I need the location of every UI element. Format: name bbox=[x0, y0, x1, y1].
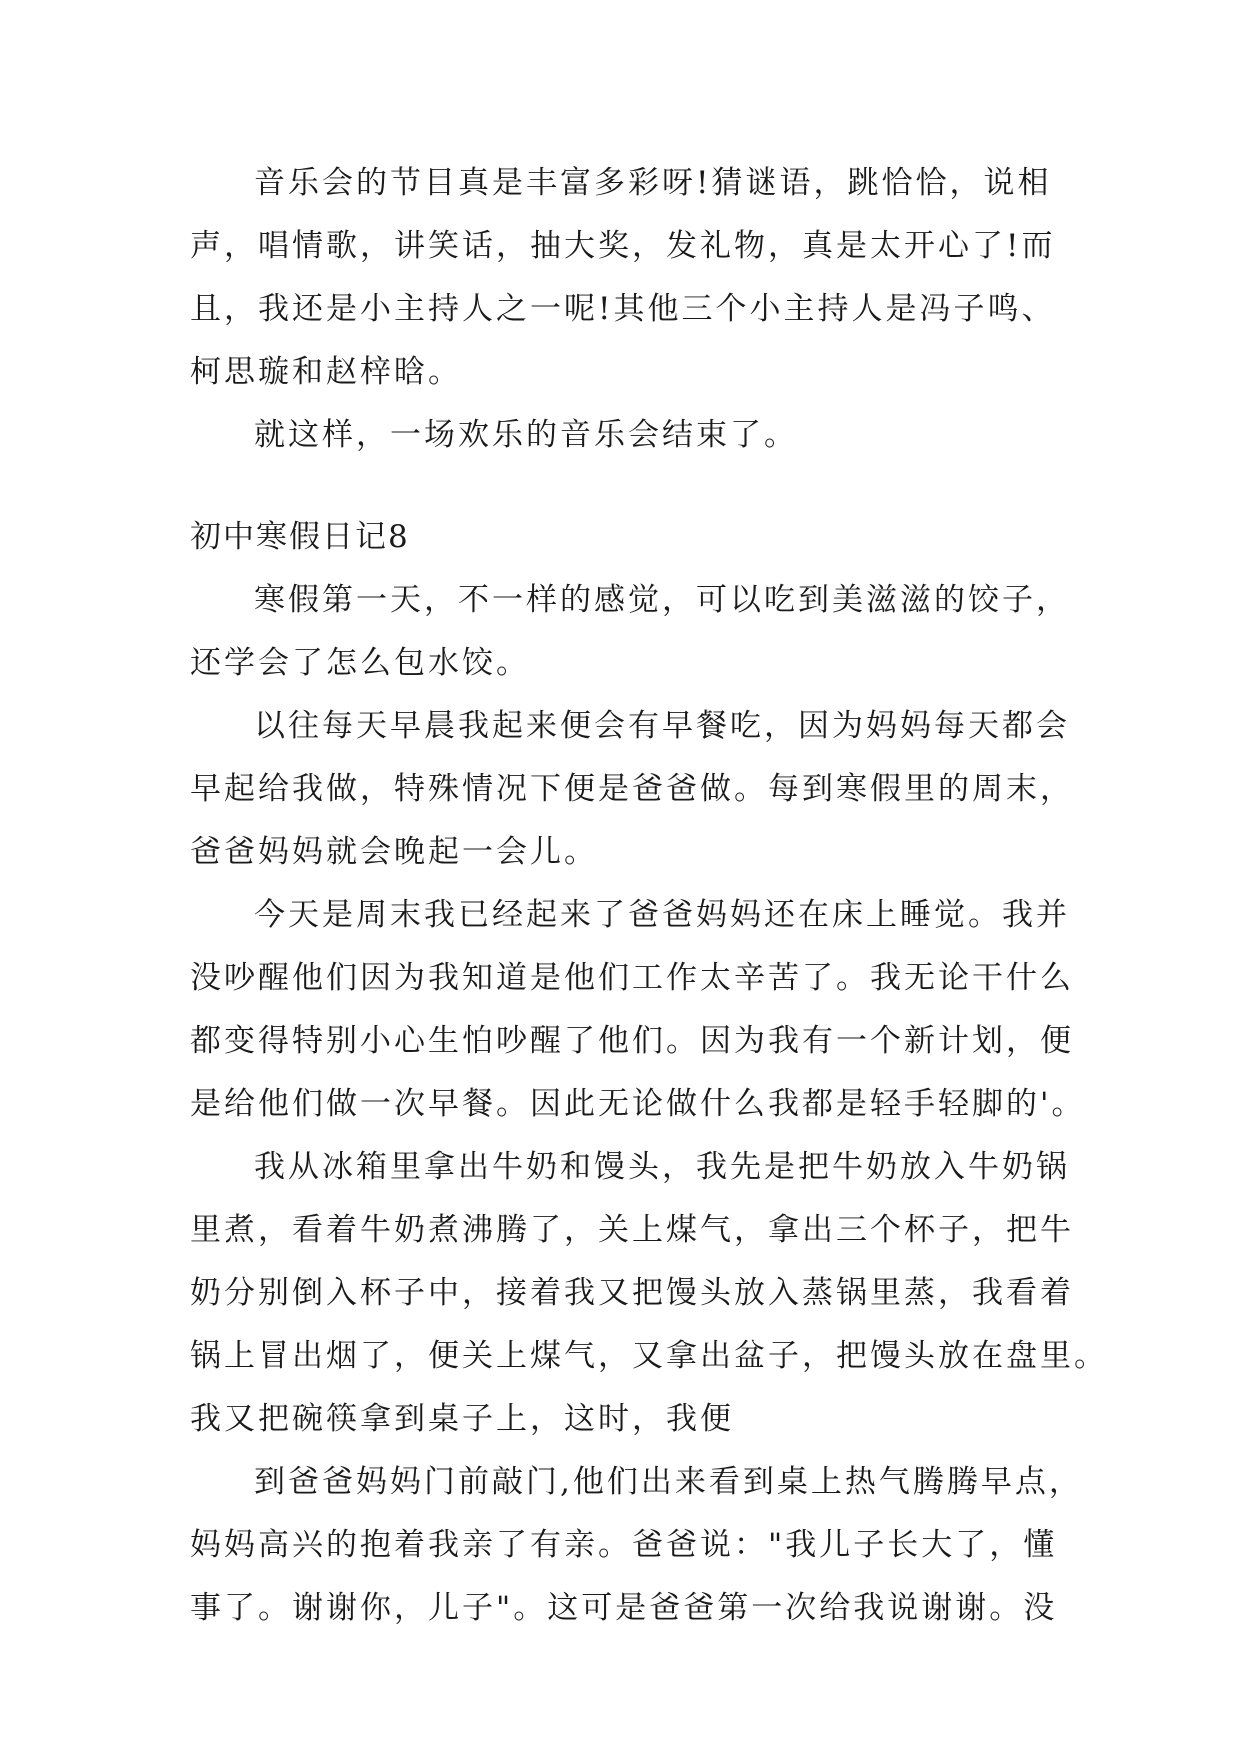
paragraph-line: 里煮，看着牛奶煮沸腾了，关上煤气，拿出三个杯子，把牛 bbox=[190, 1212, 1074, 1248]
paragraph-line: 我又把碗筷拿到桌子上，这时，我便 bbox=[190, 1401, 734, 1437]
paragraph-line: 就这样，一场欢乐的音乐会结束了。 bbox=[254, 417, 798, 453]
paragraph-line: 寒假第一天，不一样的感觉，可以吃到美滋滋的饺子， bbox=[254, 582, 1070, 618]
paragraph-line: 事了。谢谢你，儿子"。这可是爸爸第一次给我说谢谢。没 bbox=[190, 1590, 1058, 1626]
paragraph-line: 我从冰箱里拿出牛奶和馒头，我先是把牛奶放入牛奶锅 bbox=[254, 1149, 1070, 1185]
paragraph-line: 以往每天早晨我起来便会有早餐吃，因为妈妈每天都会 bbox=[254, 708, 1070, 744]
paragraph-line: 且，我还是小主持人之一呢!其他三个小主持人是冯子鸣、 bbox=[190, 291, 1056, 327]
paragraph-line: 还学会了怎么包水饺。 bbox=[190, 645, 530, 681]
paragraph-line: 没吵醒他们因为我知道是他们工作太辛苦了。我无论干什么 bbox=[190, 960, 1074, 996]
paragraph-line: 早起给我做，特殊情况下便是爸爸做。每到寒假里的周末， bbox=[190, 771, 1074, 807]
paragraph-line: 是给他们做一次早餐。因此无论做什么我都是轻手轻脚的'。 bbox=[190, 1086, 1086, 1122]
paragraph-line: 到爸爸妈妈门前敲门,他们出来看到桌上热气腾腾早点， bbox=[254, 1464, 1083, 1500]
paragraph-line: 爸爸妈妈就会晚起一会儿。 bbox=[190, 834, 598, 870]
paragraph-line: 奶分别倒入杯子中，接着我又把馒头放入蒸锅里蒸，我看着 bbox=[190, 1275, 1074, 1311]
paragraph-line: 柯思璇和赵梓晗。 bbox=[190, 354, 462, 390]
paragraph-line: 锅上冒出烟了，便关上煤气，又拿出盆子，把馒头放在盘里。 bbox=[190, 1338, 1108, 1374]
paragraph-line: 今天是周末我已经起来了爸爸妈妈还在床上睡觉。我并 bbox=[254, 897, 1070, 933]
paragraph-line: 音乐会的节目真是丰富多彩呀!猜谜语，跳恰恰，说相 bbox=[254, 165, 1052, 201]
paragraph-line: 妈妈高兴的抱着我亲了有亲。爸爸说："我儿子长大了，懂 bbox=[190, 1527, 1058, 1563]
section-heading: 初中寒假日记8 bbox=[190, 519, 410, 555]
paragraph-line: 声，唱情歌，讲笑话，抽大奖，发礼物，真是太开心了!而 bbox=[190, 228, 1056, 264]
paragraph-line: 都变得特别小心生怕吵醒了他们。因为我有一个新计划，便 bbox=[190, 1023, 1074, 1059]
